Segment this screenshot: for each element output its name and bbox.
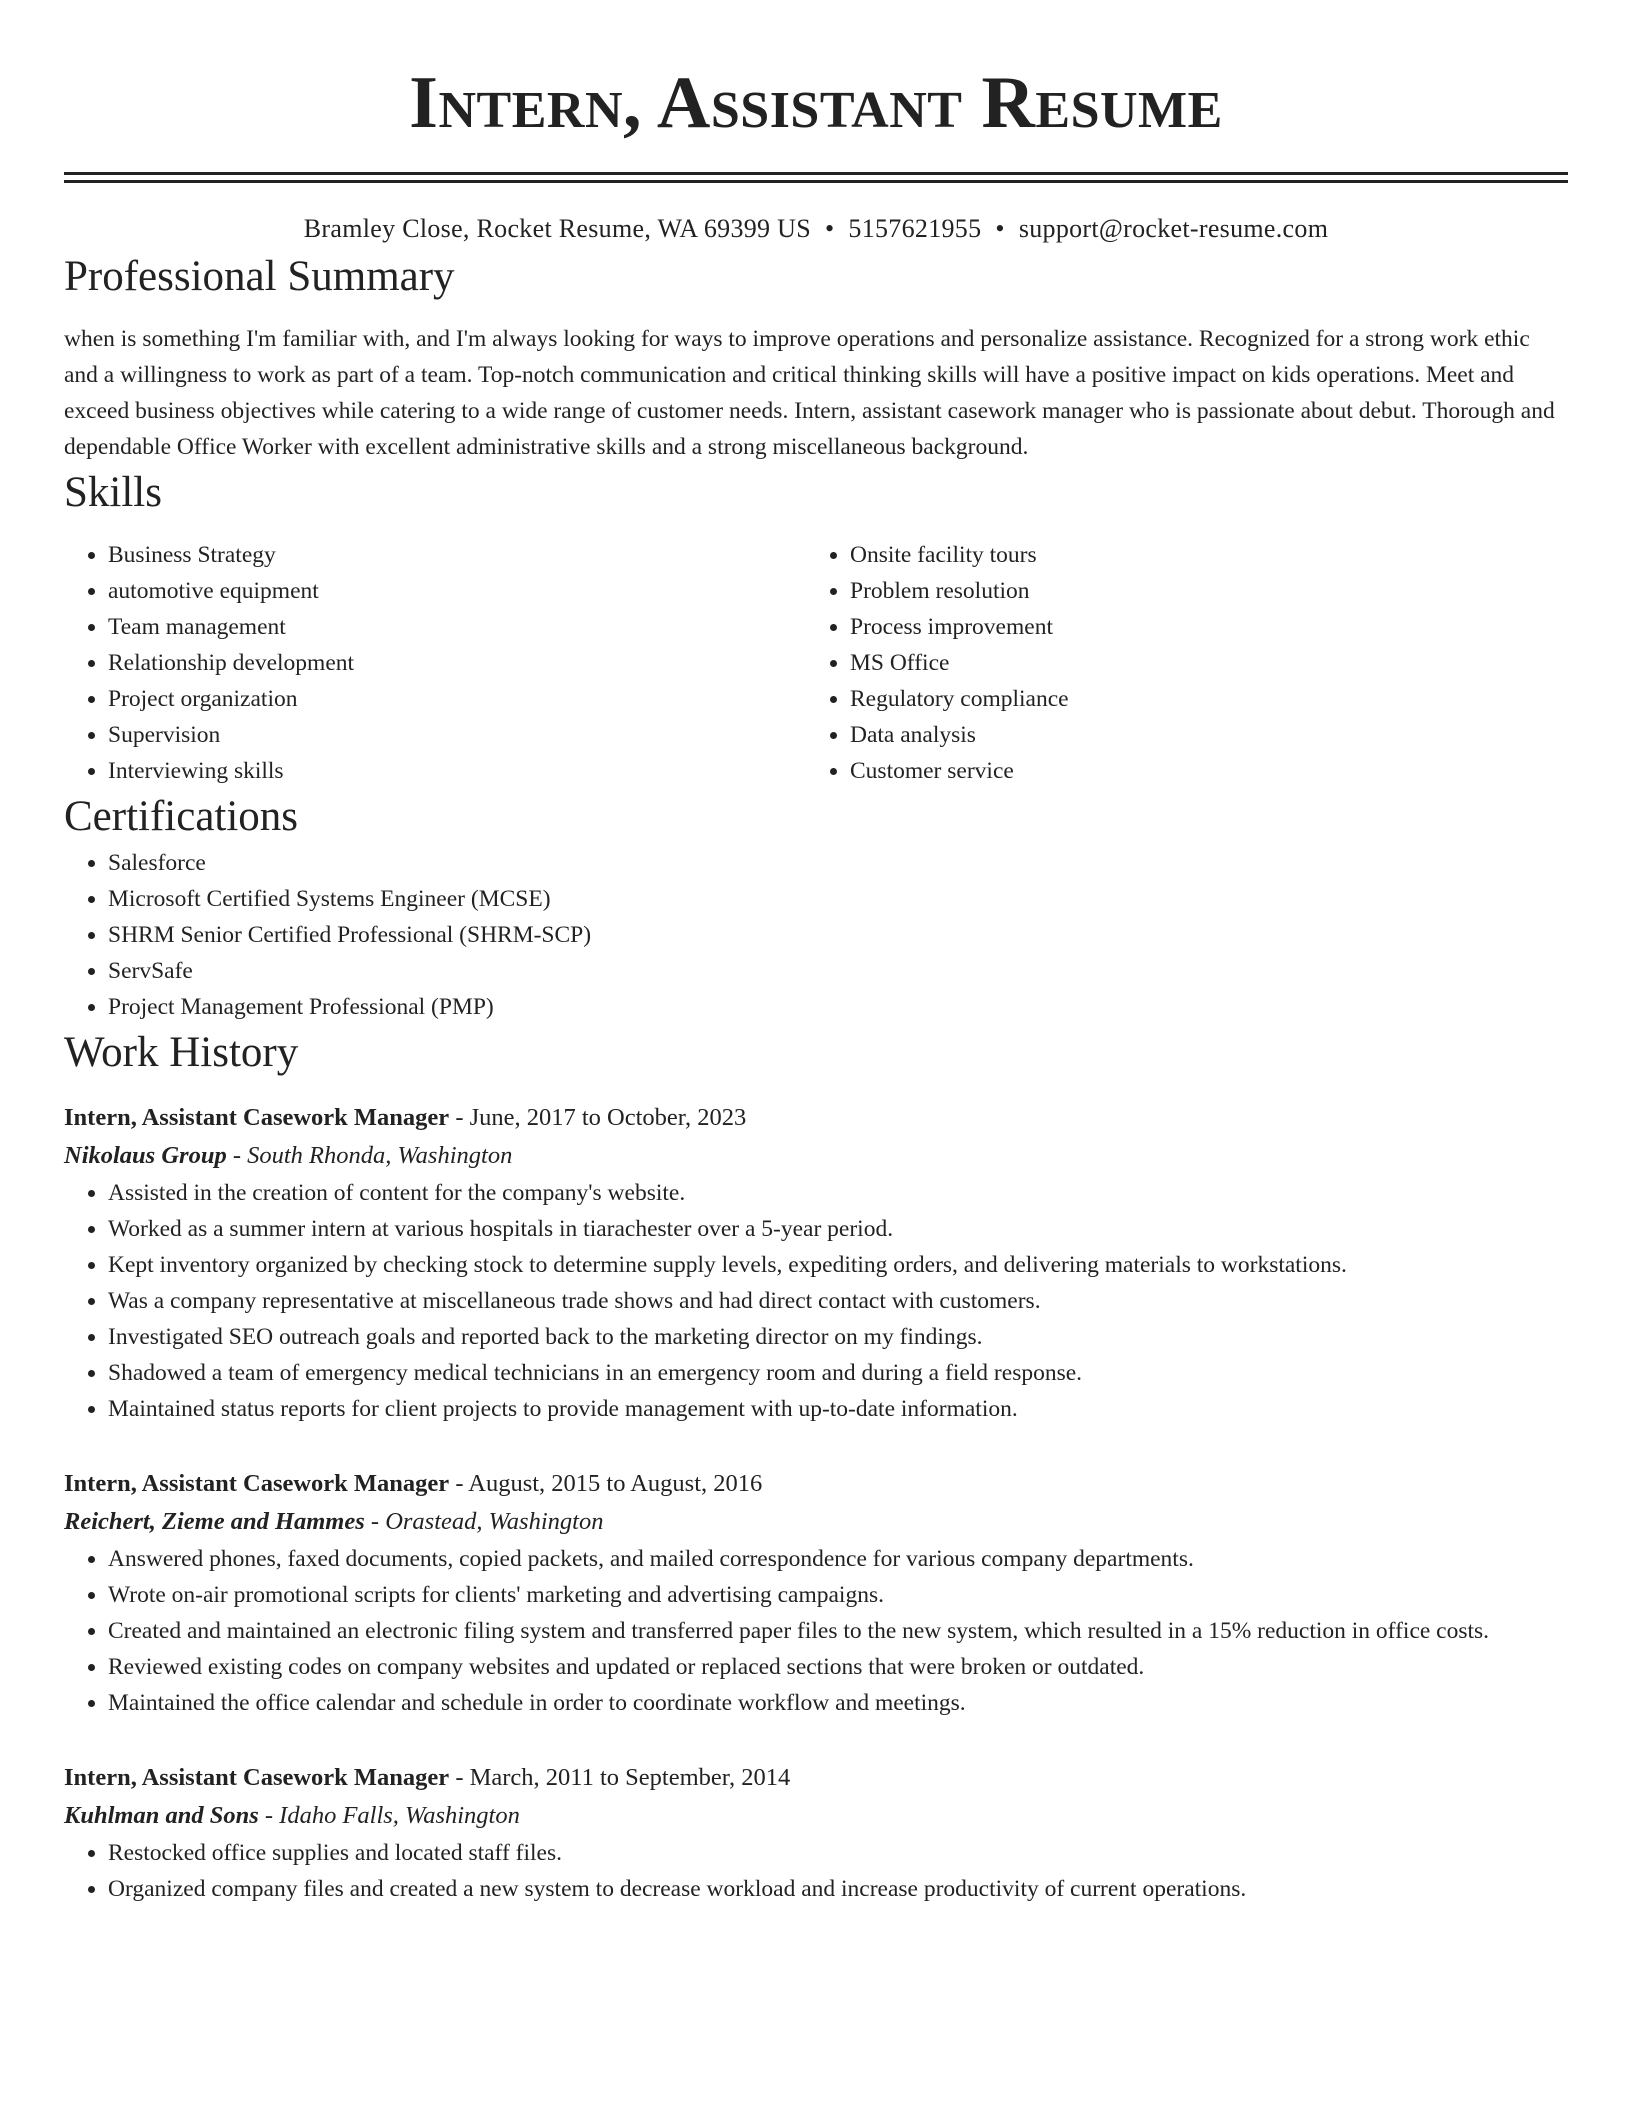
title-divider <box>64 172 1568 183</box>
job-bullet: • Maintained status reports for client projects to provide management with up-to-date information. <box>108 1391 1568 1427</box>
contact-address: Bramley Close, Rocket Resume, WA 69399 US <box>303 214 811 243</box>
job-dates: - June, 2017 to October, 2023 <box>449 1104 747 1131</box>
job-title-line <box>64 1099 1568 1137</box>
job-dates: - August, 2015 to August, 2016 <box>449 1470 763 1497</box>
certification-item: • Project Management Professional (PMP) <box>108 989 1568 1025</box>
job-company-line <box>64 1137 1568 1175</box>
job-company: Kuhlman and Sons <box>64 1802 259 1829</box>
job-bullets <box>64 1175 1568 1427</box>
professional-summary-section <box>64 249 1568 465</box>
job-location: - South Rhonda, Washington <box>226 1142 513 1169</box>
skills-list-left <box>64 537 806 789</box>
skill-item: • Relationship development <box>108 645 806 681</box>
job-title: Intern, Assistant Casework Manager <box>64 1104 450 1131</box>
job-location: - Idaho Falls, Washington <box>258 1802 520 1829</box>
job-entry <box>64 1465 1568 1721</box>
skill-item: • Onsite facility tours <box>850 537 1548 573</box>
skill-item: • MS Office <box>850 645 1548 681</box>
skill-item: • Problem resolution <box>850 573 1548 609</box>
job-company-line <box>64 1797 1568 1835</box>
job-entry <box>64 1099 1568 1427</box>
job-bullet: • Restocked office supplies and located staff files. <box>108 1835 1568 1871</box>
job-bullet: • Was a company representative at miscellaneous trade shows and had direct contact with customers. <box>108 1283 1568 1319</box>
skill-item: • automotive equipment <box>108 573 806 609</box>
summary-text: when is something I'm familiar with, and I'm always looking for ways to improve operations and personalize assistance. Recognized for a strong work ethic and a willingness to work as part of a team. Top-notch communication and critical thinking skills will have a positive impact on kids operations. Meet and exceed business objectives while catering to a wide range of customer needs. Intern, assistant casework manager who is passionate about debut. Thorough and dependable Office Worker with excellent administrative skills and a strong miscellaneous background. <box>64 326 1555 460</box>
certification-item: • Microsoft Certified Systems Engineer (MCSE) <box>108 881 1568 917</box>
job-bullet: • Created and maintained an electronic filing system and transferred paper files to the new system, which resulted in a 15% reduction in office costs. <box>108 1613 1568 1649</box>
contact-line <box>64 209 1568 249</box>
job-entry <box>64 1759 1568 1907</box>
job-dates: - March, 2011 to September, 2014 <box>449 1764 791 1791</box>
skill-item: • Data analysis <box>850 717 1548 753</box>
section-heading-summary: Professional Summary <box>64 253 455 300</box>
skill-item: • Team management <box>108 609 806 645</box>
job-company-line <box>64 1503 1568 1541</box>
job-title: Intern, Assistant Casework Manager <box>64 1470 450 1497</box>
job-bullet: • Reviewed existing codes on company websites and updated or replaced sections that were broken or outdated. <box>108 1649 1568 1685</box>
certifications-list <box>64 845 1568 1025</box>
job-bullet: • Organized company files and created a new system to decrease workload and increase productivity of current operations. <box>108 1871 1568 1907</box>
skill-item: • Process improvement <box>850 609 1548 645</box>
job-bullet: • Investigated SEO outreach goals and reported back to the marketing director on my findings. <box>108 1319 1568 1355</box>
skill-item: • Project organization <box>108 681 806 717</box>
section-heading-skills: Skills <box>64 469 162 516</box>
skills-grid <box>64 537 1568 789</box>
job-bullet: • Answered phones, faxed documents, copied packets, and mailed correspondence for various company departments. <box>108 1541 1568 1577</box>
job-title-line <box>64 1759 1568 1797</box>
job-bullet: • Assisted in the creation of content for the company's website. <box>108 1175 1568 1211</box>
certification-item: • ServSafe <box>108 953 1568 989</box>
job-location: - Orastead, Washington <box>364 1508 604 1535</box>
skills-section <box>64 465 1568 789</box>
skill-item: • Regulatory compliance <box>850 681 1548 717</box>
job-company: Reichert, Zieme and Hammes <box>64 1508 365 1535</box>
contact-separator: • <box>995 214 1005 243</box>
certification-item: • Salesforce <box>108 845 1568 881</box>
skill-item: • Business Strategy <box>108 537 806 573</box>
skill-item: • Interviewing skills <box>108 753 806 789</box>
job-title: Intern, Assistant Casework Manager <box>64 1764 450 1791</box>
work-history-section <box>64 1025 1568 1907</box>
certifications-section <box>64 789 1568 1025</box>
contact-email: support@rocket-resume.com <box>1018 214 1329 243</box>
skill-item: • Supervision <box>108 717 806 753</box>
skills-list-right <box>806 537 1548 789</box>
certification-item: • SHRM Senior Certified Professional (SHRM-SCP) <box>108 917 1568 953</box>
job-bullets <box>64 1835 1568 1907</box>
resume-page <box>64 0 1568 1907</box>
job-bullet: • Kept inventory organized by checking stock to determine supply levels, expediting orders, and delivering materials to workstations. <box>108 1247 1568 1283</box>
contact-phone: 5157621955 <box>848 214 982 243</box>
contact-separator: • <box>825 214 835 243</box>
job-bullet: • Wrote on-air promotional scripts for clients' marketing and advertising campaigns. <box>108 1577 1568 1613</box>
job-bullet: • Shadowed a team of emergency medical technicians in an emergency room and during a field response. <box>108 1355 1568 1391</box>
resume-title: Intern, Assistant Resume <box>409 62 1223 144</box>
job-bullets <box>64 1541 1568 1721</box>
skill-item: • Customer service <box>850 753 1548 789</box>
skills-column-left <box>64 537 806 789</box>
skills-column-right <box>806 537 1548 789</box>
job-bullet: • Worked as a summer intern at various hospitals in tiarachester over a 5-year period. <box>108 1211 1568 1247</box>
job-title-line <box>64 1465 1568 1503</box>
job-company: Nikolaus Group <box>64 1142 227 1169</box>
job-bullet: • Maintained the office calendar and schedule in order to coordinate workflow and meetings. <box>108 1685 1568 1721</box>
section-heading-certifications: Certifications <box>64 793 299 840</box>
section-heading-work-history: Work History <box>64 1029 299 1076</box>
